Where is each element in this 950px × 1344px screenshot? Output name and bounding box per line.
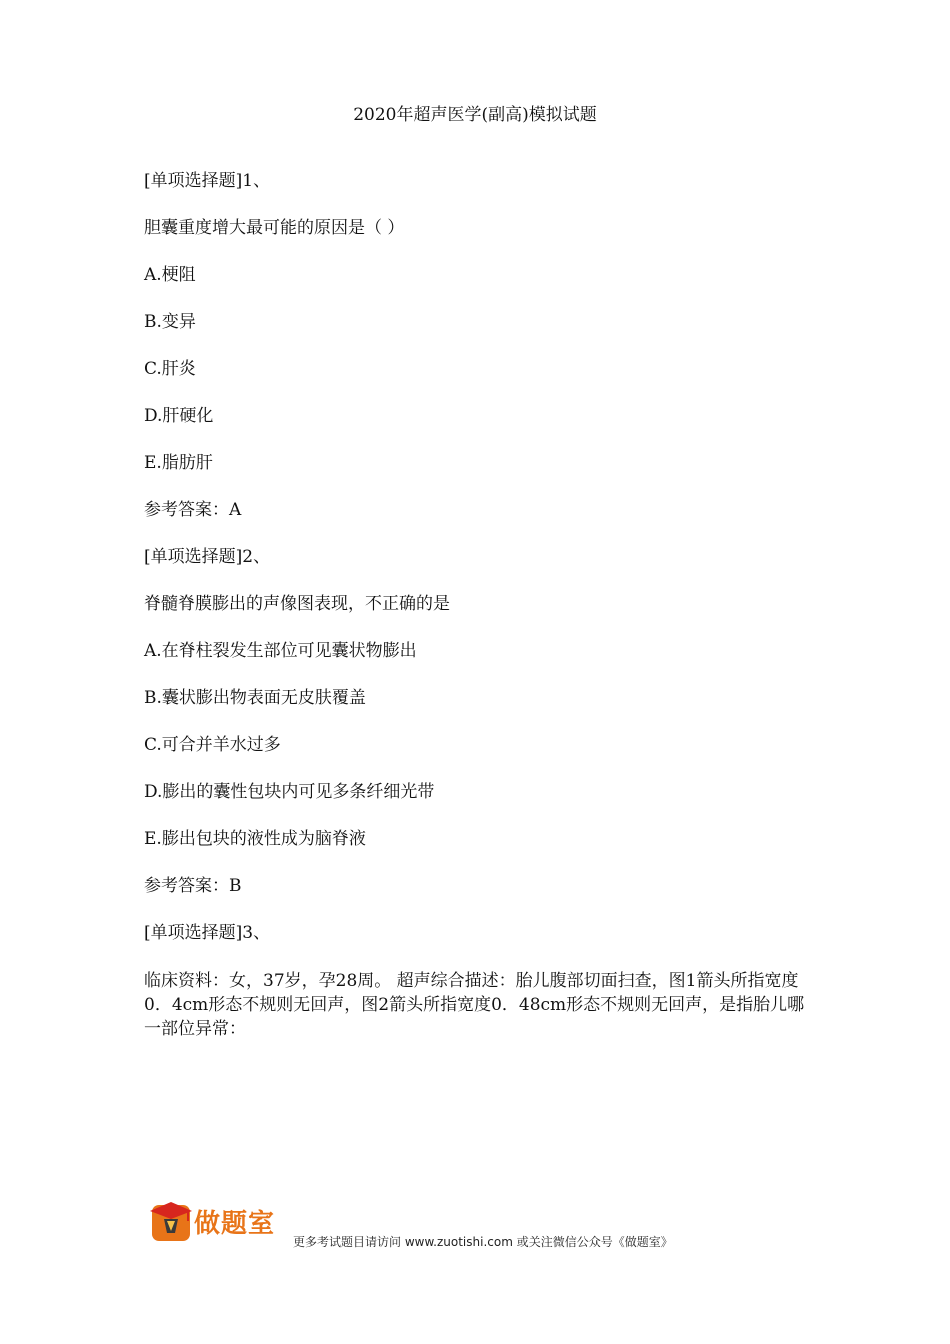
question-1-option-a: A.梗阻 — [144, 265, 196, 285]
zuotishi-logo — [148, 1197, 288, 1243]
question-2-option-a: A.在脊柱裂发生部位可见囊状物膨出 — [144, 641, 417, 661]
question-1-answer: 参考答案：A — [144, 500, 242, 520]
question-2-option-e: E.膨出包块的液性成为脑脊液 — [144, 829, 366, 849]
question-2-stem: 脊髓脊膜膨出的声像图表现，不正确的是 — [144, 594, 450, 614]
question-1-header: [单项选择题]1、 — [144, 171, 271, 191]
question-1-option-e: E.脂肪肝 — [144, 453, 213, 473]
question-1-option-d: D.肝硬化 — [144, 406, 214, 426]
question-1-option-c: C.肝炎 — [144, 359, 196, 379]
question-2-answer: 参考答案：B — [144, 876, 242, 896]
footer-text: 更多考试题目请访问 www.zuotishi.com 或关注微信公众号《做题室》 — [293, 1235, 673, 1249]
question-2-option-d: D.膨出的囊性包块内可见多条纤细光带 — [144, 782, 435, 802]
question-list — [144, 170, 810, 1041]
page-title: 2020年超声医学(副高)模拟试题 — [353, 105, 597, 125]
graduation-cap-icon — [148, 1197, 194, 1243]
question-3-header: [单项选择题]3、 — [144, 923, 271, 943]
question-1-stem: 胆囊重度增大最可能的原因是（ ） — [144, 218, 405, 238]
question-2-header: [单项选择题]2、 — [144, 547, 271, 567]
question-1-option-b: B.变异 — [144, 312, 196, 332]
question-2-option-b: B.囊状膨出物表面无皮肤覆盖 — [144, 688, 366, 708]
logo-text: 做题室 — [194, 1209, 276, 1239]
question-2-option-c: C.可合并羊水过多 — [144, 735, 281, 755]
page-footer — [148, 1197, 788, 1257]
question-3-stem: 临床资料：女，37岁，孕28周。 超声综合描述：胎儿腹部切面扫查，图1箭头所指宽度0．4cm形态不规则无回声，图2箭头所指宽度0．48cm形态不规则无回声，是指胎儿哪一部位异常： — [144, 971, 805, 1039]
